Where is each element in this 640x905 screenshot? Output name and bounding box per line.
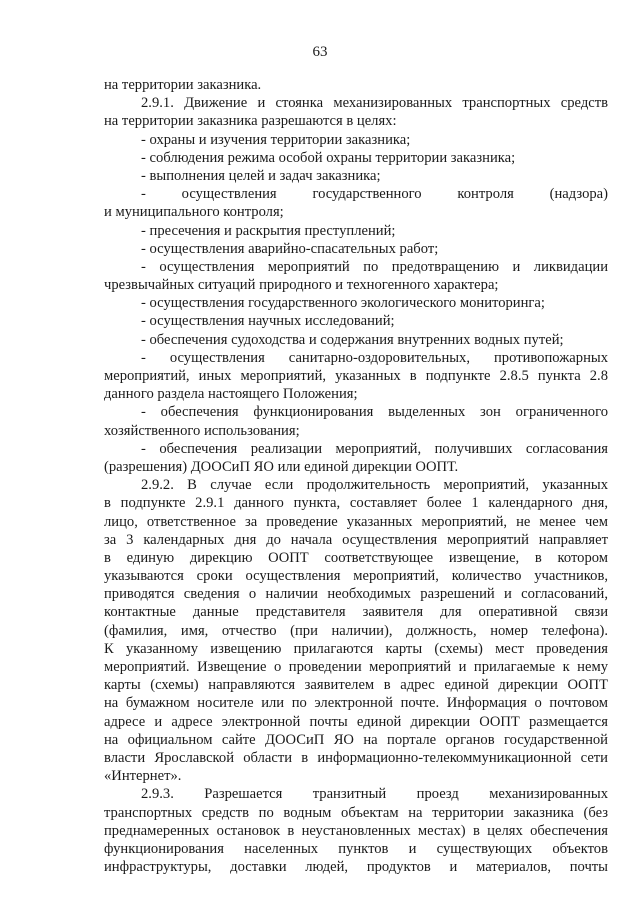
text-line: (разрешения) ДООСиП ЯО или единой дирекции ООПТ. [104,458,459,475]
text-line: на территории заказника разрешаются в целях: [104,113,397,130]
text-line: К указанному извещению прилагаются карты (схемы) мест проведения [104,640,608,657]
text-line: на официальном сайте ДООСиП ЯО на портале органов государственной [104,731,608,748]
text-line: транспортных средств по водным объектам на территории заказника (без [104,804,608,821]
text-line: в единую дирекцию ООПТ соответствующее извещение, в котором [104,549,608,566]
text-line: 2.9.3. Разрешается транзитный проезд механизированных [141,786,608,803]
text-line: «Интернет». [104,768,182,785]
text-line: - осуществления государственного экологического мониторинга; [141,295,545,312]
text-line: мероприятий, иных мероприятий, указанных в подпункте 2.8.5 пункта 2.8 [104,368,608,384]
text-line: - осуществления санитарно-оздоровительных, противопожарных [141,349,608,366]
text-line: - обеспечения судоходства и содержания внутренних водных путей; [141,331,564,348]
text-line: контактные данные представителя заявителя для оперативной связи [104,604,608,621]
text-line: указываются сроки осуществления мероприятий, количество участников, [104,568,608,585]
text-line: - осуществления аварийно-спасательных работ; [141,240,439,257]
text-line: на территории заказника. [104,77,262,93]
text-line: - осуществления научных исследований; [141,313,395,330]
text-line: мероприятий. Извещение о проведении мероприятий и прилагаемые к нему [104,659,608,675]
text-line: - осуществления государственного контроля (надзора) [141,186,608,203]
text-line: - обеспечения функционирования выделенных зон ограниченного [141,404,608,421]
text-line: чрезвычайных ситуаций природного и техногенного характера; [104,277,499,294]
text-line: (фамилия, имя, отчество (при наличии), должность, номер телефона). [104,622,608,639]
text-line: преднамеренных остановок в неустановленных местах) в целях обеспечения [104,822,608,839]
text-line: - соблюдения режима особой охраны территории заказника; [141,149,516,166]
text-line: - обеспечения реализации мероприятий, получивших согласования [141,440,608,457]
text-line: адресе и адресе электронной почты единой дирекции ООПТ размещается [104,713,608,730]
text-line: за 3 календарных дня до начала осуществления мероприятий направляет [104,531,608,548]
text-line: власти Ярославской области в информационно-телекоммуникационной сети [104,749,608,766]
document-body [104,76,608,876]
text-line: хозяйственного использования; [104,422,300,439]
text-line: данного раздела настоящего Положения; [104,386,358,403]
text-line: - пресечения и раскрытия преступлений; [141,222,396,239]
text-line: функционирования населенных пунктов и существующих объектов [104,840,608,857]
text-line: на бумажном носителе или по электронной почте. Информация о почтовом [104,695,608,712]
text-line: - охраны и изучения территории заказника; [141,131,411,148]
text-line: 2.9.2. В случае если продолжительность мероприятий, указанных [141,477,608,494]
text-line: инфраструктуры, доставки людей, продуктов и материалов, почты [104,859,608,876]
text-line: карты (схемы) направляются заявителем в адрес единой дирекции ООПТ [104,677,608,694]
text-line: и муниципального контроля; [104,204,284,221]
text-line: приводятся сведения о наличии необходимых разрешений и согласований, [104,586,608,603]
text-line: - осуществления мероприятий по предотвращению и ликвидации [141,258,608,275]
text-line: в подпункте 2.9.1 данного пункта, составляет более 1 календарного дня, [104,495,608,512]
text-line: лицо, ответственное за проведение указанных мероприятий, не менее чем [104,513,608,530]
page-number: 63 [312,44,328,60]
text-line: - выполнения целей и задач заказника; [141,167,381,184]
text-line: 2.9.1. Движение и стоянка механизированных транспортных средств [141,95,608,112]
